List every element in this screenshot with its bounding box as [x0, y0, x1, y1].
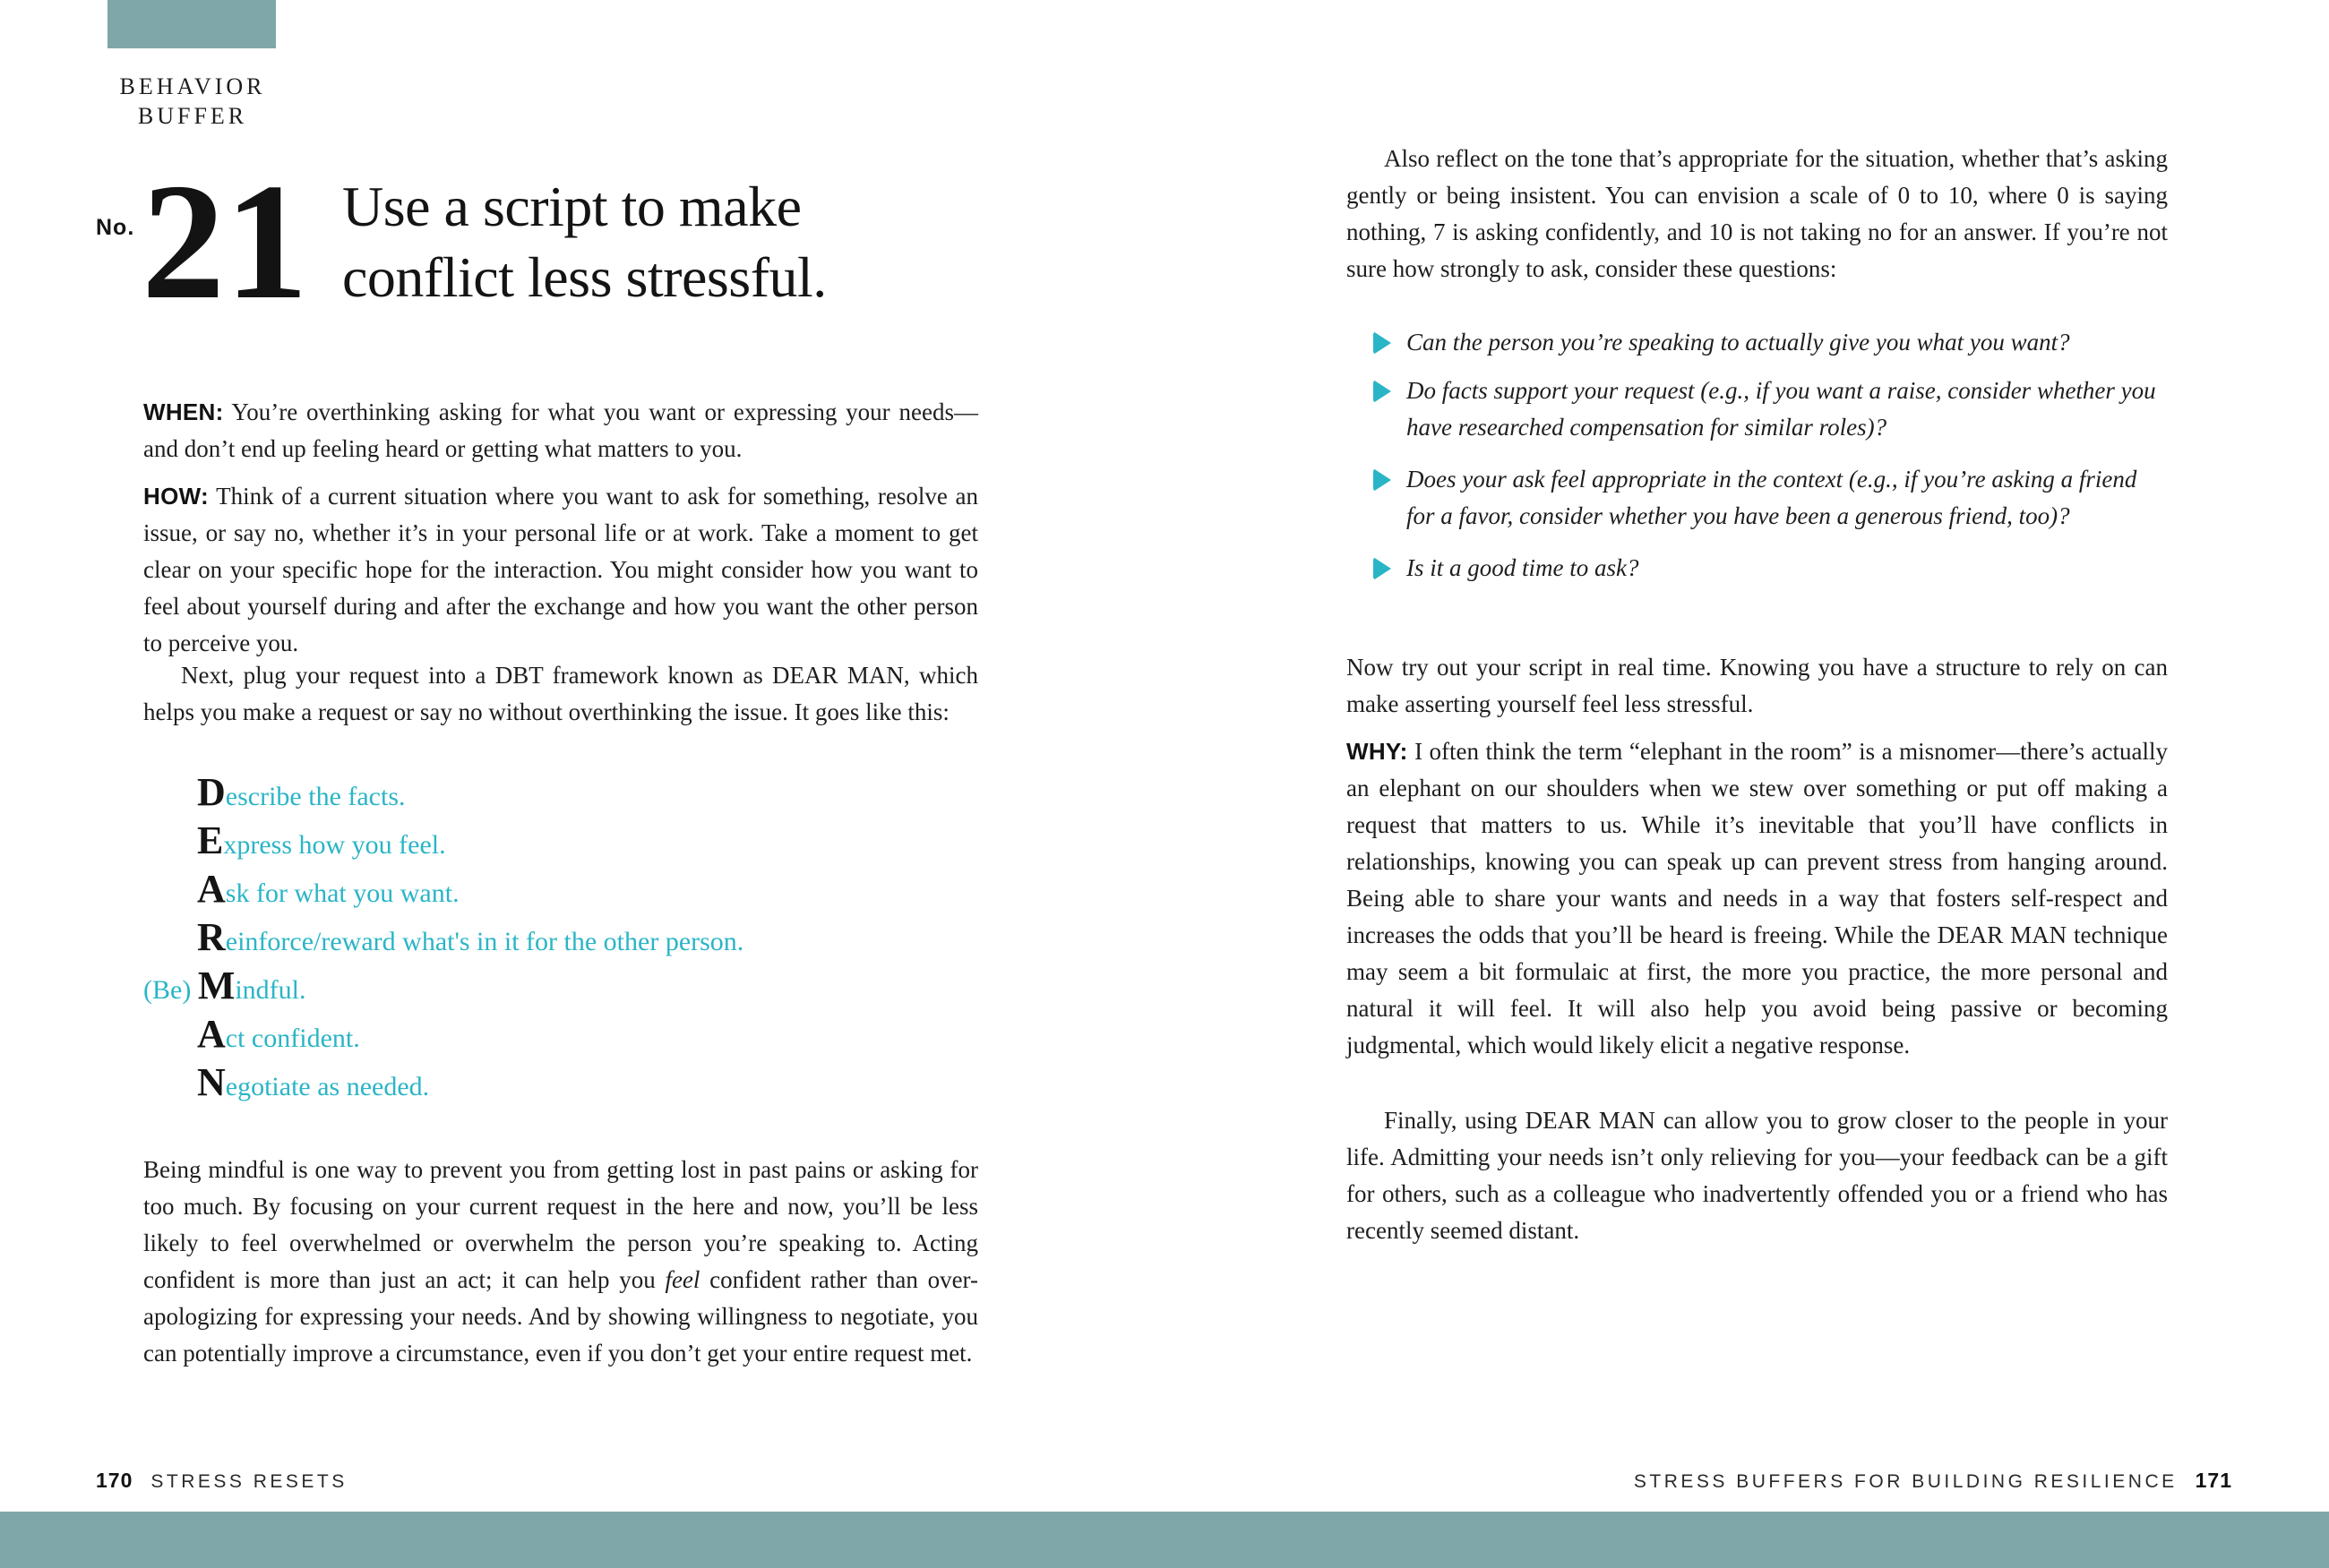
page-number-left: 170 [96, 1469, 133, 1492]
dear-man-prefix: (Be) [143, 975, 198, 1005]
bullet-text: Can the person you’re speaking to actually give you what you want? [1406, 329, 2070, 356]
when-text: You’re overthinking asking for what you want or expressing your needs—and don’t end up feeling heard or getting what matters to you. [143, 398, 978, 462]
bullet-text: Is it a good time to ask? [1406, 554, 1639, 581]
bullet-text: Does your ask feel appropriate in the context (e.g., if you’re asking a friend for a favor, consider whether you have been a generous friend, too)? [1406, 466, 2137, 529]
how-paragraph [143, 478, 978, 662]
dear-man-initial: E [197, 818, 224, 862]
closing-italic-word: feel [665, 1266, 700, 1293]
intro-paragraph: Also reflect on the tone that’s appropriate for the situation, whether that’s asking gently or being insistent. You can envision a scale of 0 to 10, where 0 is saying nothing, 7 is asking confidently, and 10 is not taking no for an answer. If you’re not sure how strongly to ask, consider these questions: [1346, 145, 2168, 282]
why-label: WHY: [1346, 738, 1408, 765]
dear-man-rest: escribe the facts. [225, 782, 406, 811]
chapter-tag-line2: BUFFER [137, 103, 248, 129]
when-label: WHEN: [143, 398, 224, 425]
dear-man-initial: N [197, 1060, 226, 1104]
dear-man-rest: xpress how you feel. [223, 830, 446, 860]
number-label: No. [96, 215, 135, 240]
how-label: HOW: [143, 483, 209, 510]
footer-right [1634, 1469, 2232, 1493]
dear-man-row [143, 865, 978, 913]
dear-man-row [143, 962, 978, 1010]
running-title-left: STRESS RESETS [150, 1471, 348, 1492]
dear-man-rest: sk for what you want. [225, 878, 460, 908]
dear-man-initial: R [197, 915, 226, 959]
how-text: Think of a current situation where you want to ask for something, resolve an issue, or say no, whether it’s in your personal life or at work. Take a moment to get clear on your specific hope for the interaction. You might consider how you want to feel about yourself during and after the exchange and how you want the other person to perceive you. [143, 483, 978, 656]
bullet-text: Do facts support your request (e.g., if you want a raise, consider whether you have researched compensation for similar roles)? [1406, 377, 2156, 441]
chapter-title-line1: Use a script to make [342, 175, 802, 238]
bullet-triangle-icon [1373, 468, 1391, 492]
dear-man-row [143, 817, 978, 865]
chapter-tag-line1: BEHAVIOR [119, 73, 266, 99]
bullet-triangle-icon [1373, 380, 1391, 403]
dear-man-initial: A [197, 867, 226, 911]
dear-man-rest: ct confident. [225, 1024, 360, 1053]
dear-man-rest: egotiate as needed. [225, 1072, 430, 1101]
closing-part1: Being mindful is one way to prevent you from getting lost in past pains or asking for too much. By focusing on your current request in the here and now, you’ll be less likely to feel overwhelmed or overwhelm the person you’re speaking to. Acting confident is more than just an act; it can help you [143, 1156, 978, 1293]
chapter-title [342, 171, 1023, 313]
questions-bullet-list [1346, 324, 2168, 598]
dear-man-rest: indful. [235, 975, 306, 1005]
practice-paragraph: Now try out your script in real time. Knowing you have a structure to rely on can make asserting yourself feel less stressful. [1346, 654, 2168, 717]
when-paragraph [143, 394, 978, 467]
footer-left [96, 1469, 348, 1493]
dear-man-initial: D [197, 770, 226, 814]
dear-man-row [143, 1010, 978, 1058]
how-continuation-paragraph: Next, plug your request into a DBT framework known as DEAR MAN, which helps you make a request or say no without overthinking the issue. It goes like this: [143, 662, 978, 725]
dear-man-list [143, 768, 978, 1107]
dear-man-row [143, 913, 978, 962]
chapter-tag [81, 72, 305, 131]
bullet-item [1346, 373, 2168, 446]
bullet-triangle-icon [1373, 557, 1391, 580]
chapter-number: 21 [142, 150, 308, 334]
dear-man-initial: M [197, 964, 236, 1007]
dear-man-row [143, 1058, 978, 1107]
why-continuation-paragraph: Finally, using DEAR MAN can allow you to grow closer to the people in your life. Admitting your needs isn’t only relieving for you—your feedback can be a gift for others, such as a colleague who inadvertently offended you or a friend who has recently seemed distant. [1346, 1107, 2168, 1244]
chapter-tab-band [107, 0, 276, 48]
running-title-right: STRESS BUFFERS FOR BUILDING RESILIENCE [1633, 1471, 2178, 1492]
closing-part2: confident rather than over-apologizing for expressing your needs. And by showing willingness to negotiate, you can potentially improve a circumstance, even if you don’t get your entire request met. [143, 1266, 979, 1367]
dear-man-initial: A [197, 1012, 226, 1056]
bullet-item [1346, 461, 2168, 535]
bottom-band [0, 1512, 2329, 1568]
bullet-item [1346, 324, 2168, 361]
chapter-title-line2: conflict less stressful. [342, 245, 827, 309]
why-paragraph [1346, 733, 2168, 1064]
dear-man-row [143, 768, 978, 817]
why-text: I often think the term “elephant in the room” is a misnomer—there’s actually an elephant on our shoulders when we stew over something or put off making a request that matters to us. While it’s inevitable that you’ll have conflicts in relationships, knowing you can speak up can prevent stress from hanging around. Being able to share your wants and needs in a way that fosters self-respect and increases the odds that you’ll be heard is freeing. While the DEAR MAN technique may seem a bit formulaic at first, the more you practice, the more personal and natural it will feel. It will also help you avoid being passive or becoming judgmental, which would likely elicit a negative response. [1346, 738, 2168, 1058]
bullet-item [1346, 550, 2168, 587]
closing-paragraph [143, 1152, 978, 1372]
dear-man-rest: einforce/reward what's in it for the other person. [225, 927, 744, 956]
page-number-right: 171 [2195, 1469, 2232, 1492]
bullet-triangle-icon [1373, 331, 1391, 355]
